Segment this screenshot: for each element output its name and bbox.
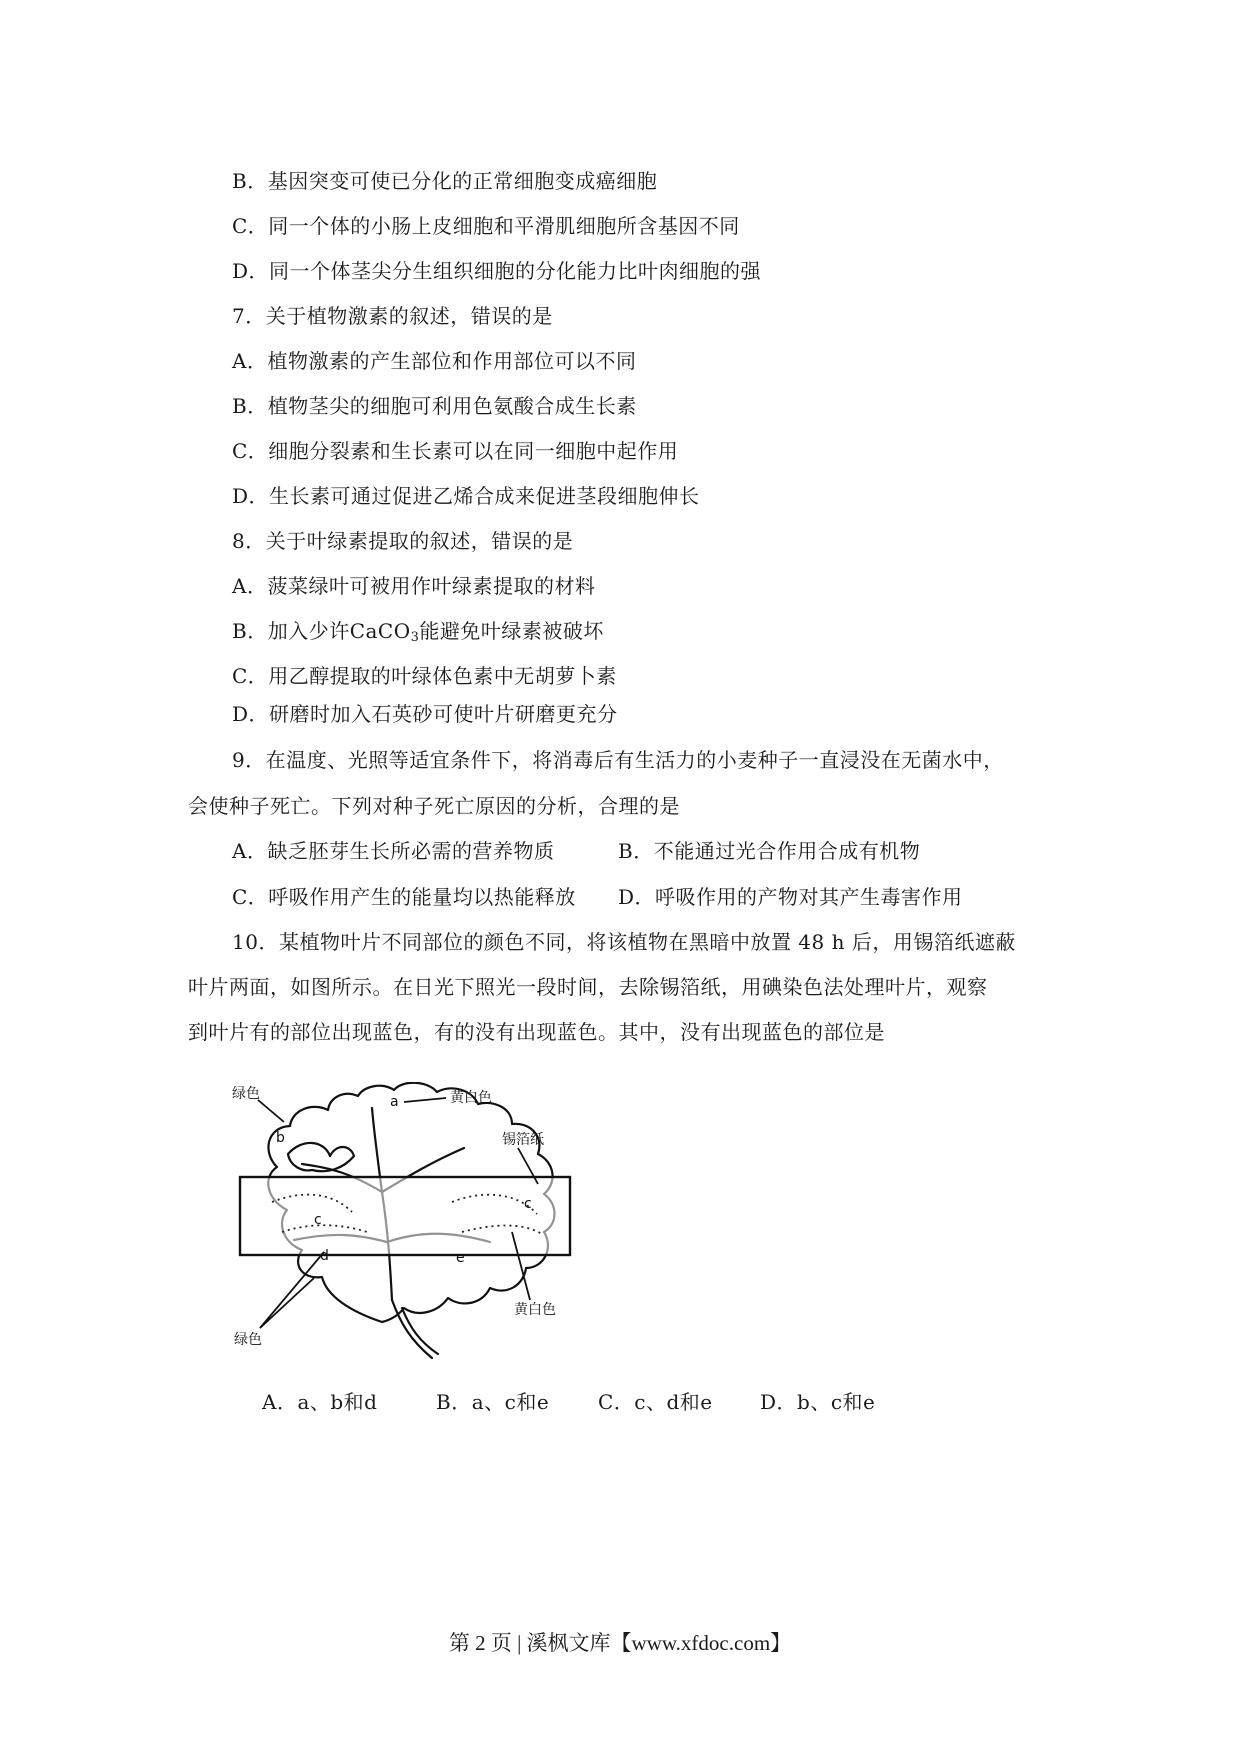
q6-option-c: C．同一个体的小肠上皮细胞和平滑肌细胞所含基因不同 <box>232 214 740 238</box>
q9-option-c: C．呼吸作用产生的能量均以热能释放 <box>232 885 576 909</box>
q8-option-c: C．用乙醇提取的叶绿体色素中无胡萝卜素 <box>232 664 617 688</box>
tin-foil-rectangle <box>240 1177 570 1255</box>
q9-option-d: D．呼吸作用的产物对其产生毒害作用 <box>618 885 963 909</box>
q10-option-a: A．a、b和d <box>262 1390 378 1414</box>
leader-green-bottom <box>260 1278 314 1328</box>
label-b: b <box>276 1130 285 1146</box>
q8-option-b <box>232 617 604 652</box>
leaf-foil-figure <box>232 1082 652 1362</box>
q10-option-d: D．b、c和e <box>760 1390 876 1414</box>
label-yellow-white-bottom: 黄白色 <box>514 1302 556 1318</box>
label-c-left: c <box>314 1212 322 1228</box>
q9-option-b: B．不能通过光合作用合成有机物 <box>618 839 921 863</box>
leader-yellow-white-top <box>404 1098 446 1102</box>
q8-option-b-prefix: B．加入少许 <box>232 619 350 643</box>
page-footer: 第 2 页 | 溪枫文库【www.xfdoc.com】 <box>448 1631 792 1655</box>
q7-option-a: A．植物激素的产生部位和作用部位可以不同 <box>232 349 637 373</box>
q10-option-c: C．c、d和e <box>598 1390 713 1414</box>
q7-option-d: D．生长素可通过促进乙烯合成来促进茎段细胞伸长 <box>232 484 700 508</box>
caco3-subscript: 3 <box>410 630 420 645</box>
label-green-bottom: 绿色 <box>234 1332 262 1348</box>
caco3-formula: CaCO <box>349 619 411 643</box>
q10-option-b: B．a、c和e <box>436 1390 550 1414</box>
q6-option-b: B．基因突变可使已分化的正常细胞变成癌细胞 <box>232 169 658 193</box>
q10-stem-line3: 到叶片有的部位出现蓝色，有的没有出现蓝色。其中，没有出现蓝色的部位是 <box>188 1020 885 1044</box>
q8-option-d: D．研磨时加入石英砂可使叶片研磨更充分 <box>232 702 618 726</box>
q9-option-a: A．缺乏胚芽生长所必需的营养物质 <box>232 839 555 863</box>
label-d: d <box>320 1248 329 1264</box>
label-yellow-white-top: 黄白色 <box>450 1090 492 1106</box>
q10-stem-line2: 叶片两面，如图所示。在日光下照光一段时间，去除锡箔纸，用碘染色法处理叶片，观察 <box>188 975 988 999</box>
q8-stem: 8．关于叶绿素提取的叙述，错误的是 <box>232 529 574 553</box>
q9-stem-line1: 9．在温度、光照等适宜条件下，将消毒后有生活力的小麦种子一直浸没在无菌水中， <box>232 748 1004 772</box>
q6-option-d: D．同一个体茎尖分生组织细胞的分化能力比叶肉细胞的强 <box>232 259 762 283</box>
leader-green-top <box>258 1100 284 1122</box>
label-a: a <box>390 1094 399 1110</box>
q7-option-b: B．植物茎尖的细胞可利用色氨酸合成生长素 <box>232 394 637 418</box>
q9-stem-line2: 会使种子死亡。下列对种子死亡原因的分析，合理的是 <box>188 794 680 818</box>
q8-option-b-suffix: 能避免叶绿素被破坏 <box>419 619 604 643</box>
q10-stem-line1: 10．某植物叶片不同部位的颜色不同，将该植物在黑暗中放置 48 h 后，用锡箔纸遮蔽 <box>232 930 1016 954</box>
label-c-right: c <box>524 1196 532 1212</box>
label-foil: 锡箔纸 <box>502 1132 544 1148</box>
label-e: e <box>456 1250 465 1266</box>
q7-stem: 7．关于植物激素的叙述，错误的是 <box>232 304 553 328</box>
q8-option-a: A．菠菜绿叶可被用作叶绿素提取的材料 <box>232 574 596 598</box>
q7-option-c: C．细胞分裂素和生长素可以在同一细胞中起作用 <box>232 439 679 463</box>
label-green-top: 绿色 <box>232 1086 260 1102</box>
